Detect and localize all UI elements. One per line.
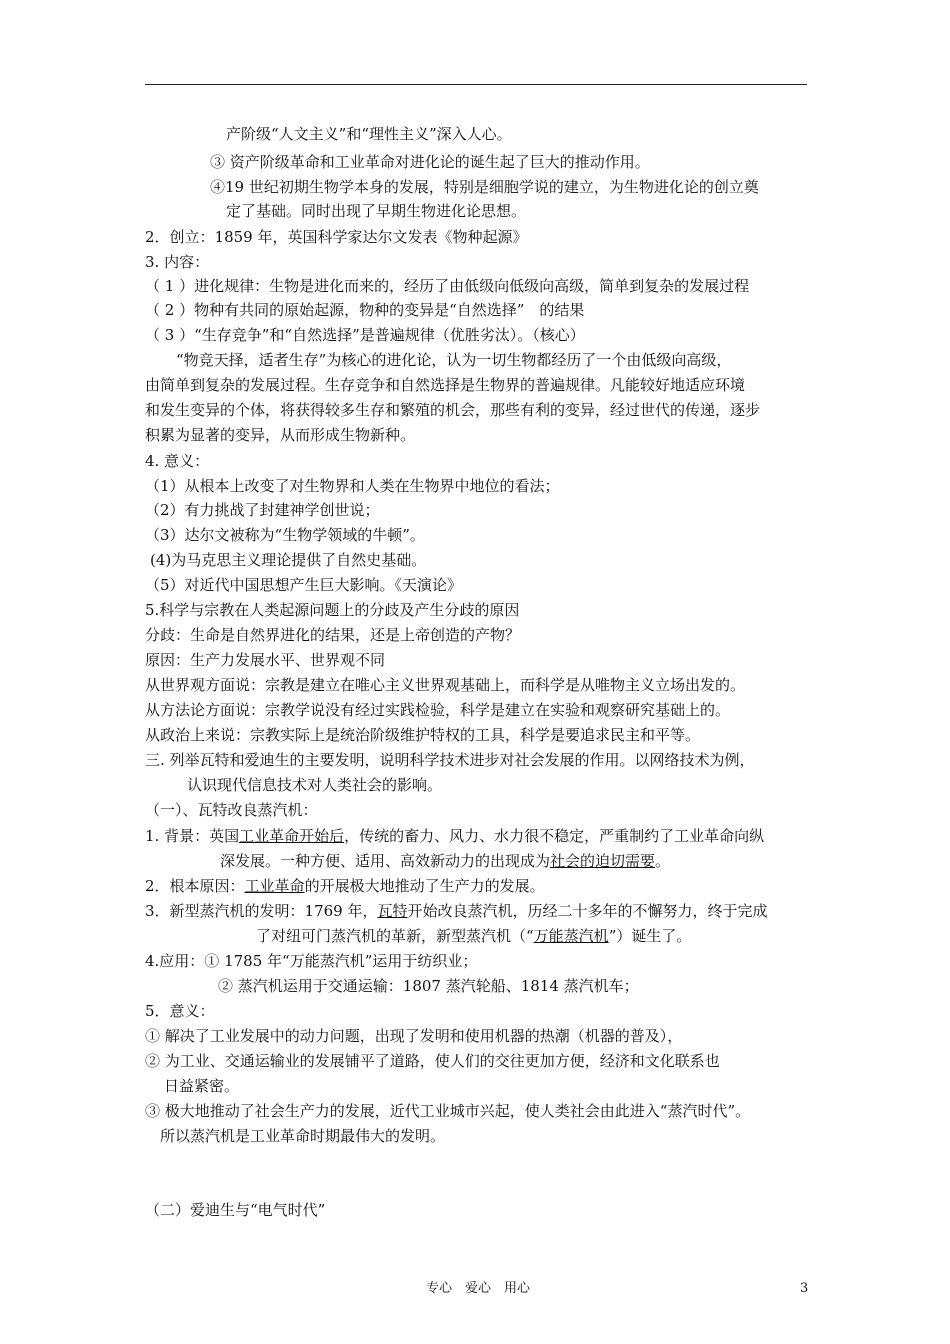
text-line: （ 2 ）物种有共同的原始起源，物种的变异是“自然选择” 的结果 [145,301,585,319]
text-line: ① 解决了工业发展中的动力问题，出现了发明和使用机器的热潮（机器的普及）， [145,1027,683,1045]
text-line: 从方法论方面说：宗教学说没有经过实践检验，科学是建立在实验和观察研究基础上的。 [145,701,731,719]
text-line: 积累为显著的变异，从而形成生物新种。 [145,426,416,444]
text-line: ② 蒸汽机运用于交通运输：1807 蒸汽轮船、1814 蒸汽机车； [218,977,639,995]
text-line: ③ 资产阶级革命和工业革命对进化论的诞生起了巨大的推动作用。 [210,153,650,171]
text-line: 5.科学与宗教在人类起源问题上的分歧及产生分歧的原因 [145,601,520,619]
text-line: ② 为工业、交通运输业的发展铺平了道路，使人们的交往更加方便，经济和文化联系也 [145,1052,720,1070]
page-number: 3 [800,1281,809,1296]
underlined-phrase: 工业革命 [244,877,305,895]
text-line: （1）从根本上改变了对生物界和人类在生物界中地位的看法； [145,477,560,495]
underlined-phrase: 社会的迫切需要 [550,852,656,870]
text-line: 所以蒸汽机是工业革命时期最伟大的发明。 [160,1127,446,1145]
text-line: 4.应用：① 1785 年“万能蒸汽机”运用于纺织业； [145,952,478,970]
text-line: 3．新型蒸汽机的发明：1769 年，瓦特开始改良蒸汽机，历经二十多年的不懈努力，终于完成 [145,902,768,920]
text-line: （ 3 ）“生存竞争”和“自然选择”是普遍规律（优胜劣汰）。（核心） [145,326,585,344]
header-rule [145,84,807,85]
text-line: 3. 内容： [145,253,210,271]
text-line: 认识现代信息技术对人类社会的影响。 [187,776,443,794]
text-line: 深发展。一种方便、适用、高效新动力的出现成为社会的迫切需要。 [220,852,671,870]
underlined-phrase: 瓦特 [377,902,408,920]
text-line: （一）、瓦特改良蒸汽机： [145,801,318,819]
text-line: 原因：生产力发展水平、世界观不同 [145,651,386,669]
underlined-phrase: 工业革命开始后 [239,827,345,845]
text-line: ③ 极大地推动了社会生产力的发展，近代工业城市兴起，使人类社会由此进入“蒸汽时代”。 [145,1102,751,1120]
text-line: 4. 意义： [145,452,210,470]
text-line: 分歧：生命是自然界进化的结果，还是上帝创造的产物？ [145,626,521,644]
text-line: ④19 世纪初期生物学本身的发展，特别是细胞学说的建立，为生物进化论的创立奠 [210,178,759,196]
text-line: 从政治上来说：宗教实际上是统治阶级维护特权的工具，科学是要追求民主和平等。 [145,726,701,744]
text-line: （5）对近代中国思想产生巨大影响。《天演论》 [145,576,463,594]
text-line: (4)为马克思主义理论提供了自然史基础。 [150,551,427,569]
text-line: 5．意义： [145,1002,215,1020]
text-line: 了对纽可门蒸汽机的革新，新型蒸汽机（“万能蒸汽机”）诞生了。 [256,927,692,945]
text-line: 2．创立：1859 年，英国科学家达尔文发表《物种起源》 [145,228,528,246]
text-line: “物竞天择，适者生存”为核心的进化论，认为一切生物都经历了一个由低级向高级， [176,351,732,369]
text-line: 三. 列举瓦特和爱迪生的主要发明，说明科学技术进步对社会发展的作用。以网络技术为例， [145,751,755,769]
text-line: 日益紧密。 [164,1077,240,1095]
text-line: （2）有力挑战了封建神学创世说； [145,501,380,519]
text-line: 1. 背景：英国工业革命开始后，传统的畜力、风力、水力很不稳定，严重制约了工业革命向纵 [145,827,765,845]
underlined-phrase: 万能蒸汽机 [533,927,609,945]
text-line: 定了基础。同时出现了早期生物进化论思想。 [226,202,527,220]
footer-motto: 专心 爱心 用心 [426,1281,531,1296]
text-line: 和发生变异的个体，将获得较多生存和繁殖的机会，那些有利的变异，经过世代的传递，逐步 [145,401,761,419]
text-line: 从世界观方面说：宗教是建立在唯心主义世界观基础上，而科学是从唯物主义立场出发的。 [145,676,746,694]
text-line: （ 1 ）进化规律：生物是进化而来的，经历了由低级向低级向高级，简单到复杂的发展过程 [145,277,750,295]
text-line: （二）爱迪生与“电气时代” [145,1201,326,1219]
text-line: 由简单到复杂的发展过程。生存竞争和自然选择是生物界的普遍规律。凡能较好地适应环境 [145,376,746,394]
text-line: （3）达尔文被称为“生物学领域的牛顿”。 [145,526,425,544]
text-line: 2．根本原因：工业革命的开展极大地推动了生产力的发展。 [145,877,545,895]
text-line: 产阶级“人文主义”和“理性主义”深入人心。 [226,125,512,143]
